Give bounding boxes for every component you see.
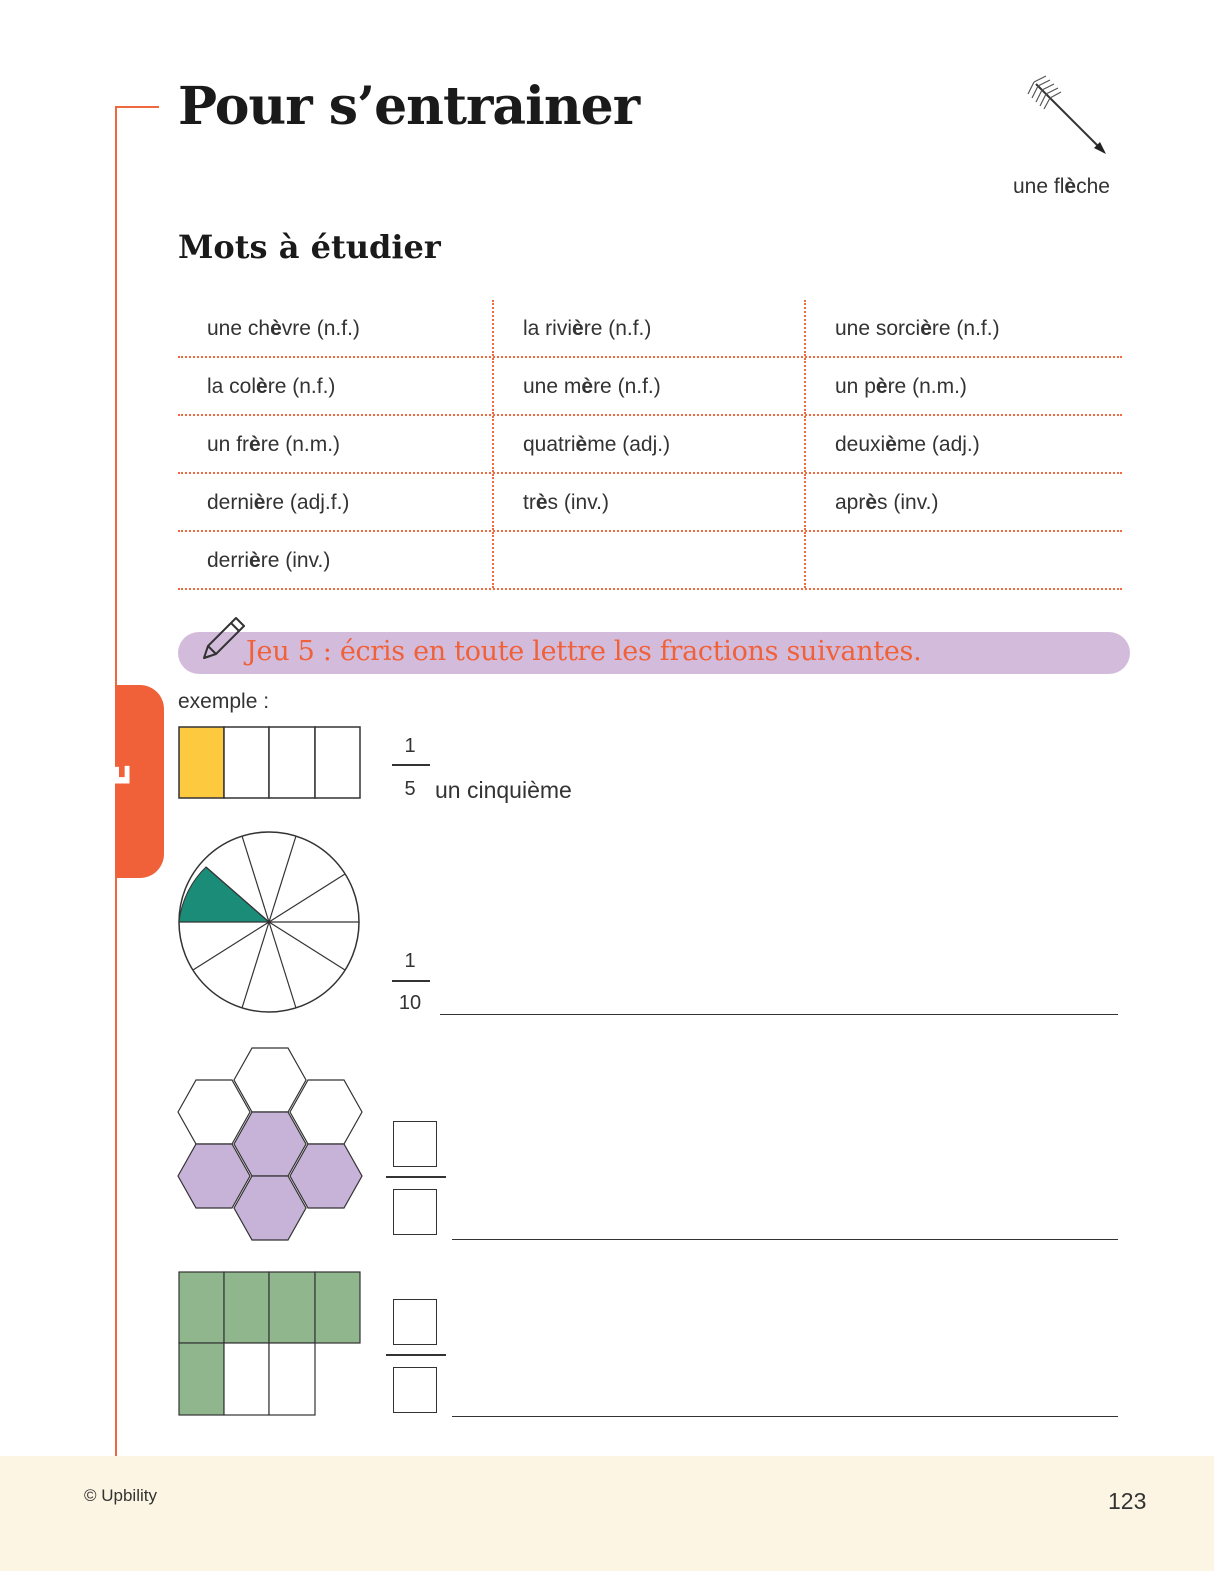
word-cell: derri è re (inv.)	[207, 549, 331, 572]
section-title: Mots à étudier	[178, 228, 441, 266]
denominator-box[interactable]	[393, 1189, 437, 1235]
example-denominator: 5	[404, 778, 416, 800]
example-label: exemple :	[178, 690, 270, 713]
word-row	[178, 300, 1122, 358]
word-cell: apr è s (inv.)	[835, 491, 939, 514]
fraction-bar	[392, 764, 430, 766]
fraction-hexagon-figure	[176, 1044, 366, 1247]
numerator-box[interactable]	[393, 1121, 437, 1167]
copyright: © Upbility	[84, 1486, 157, 1505]
fraction-bar	[386, 1176, 446, 1178]
numerator-box[interactable]	[393, 1299, 437, 1345]
fraction-circle-figure	[177, 830, 363, 1021]
word-row	[178, 532, 1122, 590]
word-cell: la rivi è re (n.f.)	[492, 300, 806, 356]
word-table	[178, 300, 1122, 590]
side-tab	[98, 685, 164, 878]
word-cell: une sorci è re (n.f.)	[835, 317, 1000, 340]
word-cell: tr è s (inv.)	[492, 474, 806, 530]
fraction-bar	[392, 980, 430, 982]
word-row	[178, 416, 1122, 474]
answer-line[interactable]	[452, 1416, 1118, 1417]
pencil-icon	[196, 612, 252, 664]
example-answer: un cinquième	[435, 777, 572, 803]
fraction-grid-figure	[178, 1271, 362, 1422]
margin-rule-top	[115, 106, 159, 108]
arrow-caption: une flèche	[1013, 175, 1110, 198]
word-cell: la col è re (n.f.)	[207, 375, 336, 398]
item2-numerator: 1	[404, 950, 416, 972]
arrow-icon	[1024, 74, 1114, 164]
word-cell: un fr è re (n.m.)	[207, 433, 341, 456]
page-number: 123	[1108, 1488, 1147, 1514]
answer-line[interactable]	[452, 1239, 1118, 1240]
word-cell	[492, 532, 806, 588]
example-numerator: 1	[404, 735, 416, 757]
side-tab-letter: E	[98, 763, 139, 787]
denominator-box[interactable]	[393, 1367, 437, 1413]
word-row	[178, 358, 1122, 416]
fraction-bar-figure	[178, 726, 362, 805]
word-cell: derni è re (adj.f.)	[207, 491, 350, 514]
item2-denominator: 10	[398, 992, 422, 1014]
word-row	[178, 474, 1122, 532]
word-cell: quatri è me (adj.)	[492, 416, 806, 472]
word-cell	[806, 532, 1120, 588]
word-cell: un p è re (n.m.)	[835, 375, 967, 398]
word-cell: deuxi è me (adj.)	[835, 433, 980, 456]
page-title: Pour s’entrainer	[178, 76, 640, 137]
word-cell: une m è re (n.f.)	[492, 358, 806, 414]
exercise-title: Jeu 5 : écris en toute lettre les fractions suivantes.	[246, 636, 922, 667]
word-cell: une ch è vre (n.f.)	[207, 317, 360, 340]
footer	[0, 1456, 1214, 1571]
answer-line[interactable]	[440, 1014, 1118, 1015]
fraction-bar	[386, 1354, 446, 1356]
